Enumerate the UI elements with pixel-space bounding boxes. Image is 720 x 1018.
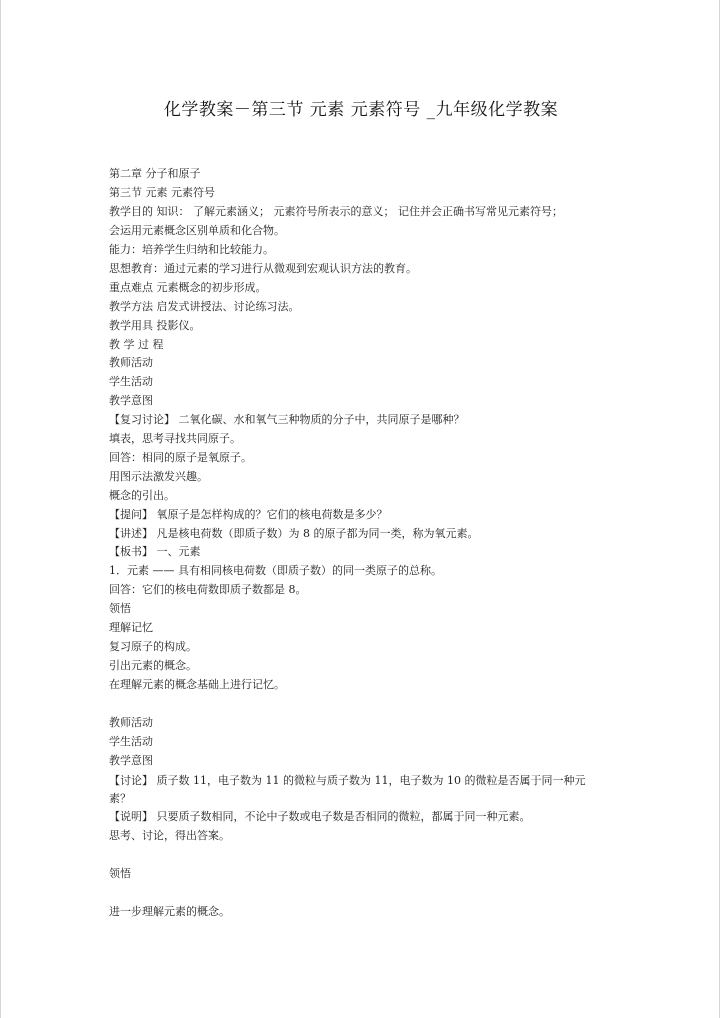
body-line: 能力：培养学生归纳和比较能力。 [109, 243, 274, 256]
body-line: 教学方法 启发式讲授法、讨论练习法。 [109, 300, 300, 313]
body-line: 填表，思考寻找共同原子。 [109, 432, 241, 445]
body-line: 进一步理解元素的概念。 [109, 905, 230, 918]
body-line: 思想教育：通过元素的学习进行从微观到宏观认识方法的教育。 [109, 262, 417, 275]
body-line: 【板书】 一、元素 [109, 545, 201, 558]
body-line: 领悟 [109, 867, 131, 880]
body-line: 会运用元素概念区别单质和化合物。 [109, 224, 285, 237]
body-line: 回答：它们的核电荷数即质子数都是 8。 [109, 583, 307, 596]
body-line: 教学目的 知识： 了解元素涵义； 元素符号所表示的意义； 记住并会正确书写常见元素符号； [109, 205, 563, 218]
body-line: 【讲述】 凡是核电荷数（即质子数）为 8 的原子都为同一类，称为氧元素。 [109, 527, 479, 540]
body-line: 【提问】 氧原子是怎样构成的？它们的核电荷数是多少？ [109, 508, 388, 521]
body-line: 思考、讨论，得出答案。 [109, 829, 230, 842]
body-line: 复习原子的构成。 [109, 640, 197, 653]
body-line: 教师活动 [109, 716, 153, 729]
body-line: 教学意图 [109, 394, 153, 407]
body-line: 【说明】 只要质子数相同，不论中子数或电子数是否相同的微粒，都属于同一种元素。 [109, 810, 531, 823]
body-line: 领悟 [109, 602, 131, 615]
body-line: 理解记忆 [109, 621, 153, 634]
body-line: 重点难点 元素概念的初步形成。 [109, 281, 267, 294]
body-line: 引出元素的概念。 [109, 659, 197, 672]
body-line: 用图示法激发兴趣。 [109, 470, 208, 483]
body-line: 教 学 过 程 [109, 338, 164, 351]
body-line: 1．元素 —— 具有相同核电荷数（即质子数）的同一类原子的总称。 [109, 564, 442, 577]
document-title: 化学教案－第三节 元素 元素符号 _九年级化学教案 [163, 100, 559, 120]
body-line: 概念的引出。 [109, 489, 175, 502]
body-line: 第二章 分子和原子 [109, 167, 201, 180]
body-line: 第三节 元素 元素符号 [109, 186, 215, 199]
body-line: 教学用具 投影仪。 [109, 319, 201, 332]
body-line: 回答：相同的原子是氧原子。 [109, 451, 252, 464]
body-line: 教师活动 [109, 356, 153, 369]
body-line: 学生活动 [109, 375, 153, 388]
body-line: 教学意图 [109, 754, 153, 767]
body-line: 在理解元素的概念基础上进行记忆。 [109, 678, 285, 691]
body-line: 【复习讨论】 二氧化碳、水和氧气三种物质的分子中，共同原子是哪种？ [109, 413, 465, 426]
body-line: 【讨论】 质子数 11，电子数为 11 的微粒与质子数为 11，电子数为 10 的微粒是否属于同一种元素？ [109, 774, 586, 805]
body-line: 学生活动 [109, 735, 153, 748]
